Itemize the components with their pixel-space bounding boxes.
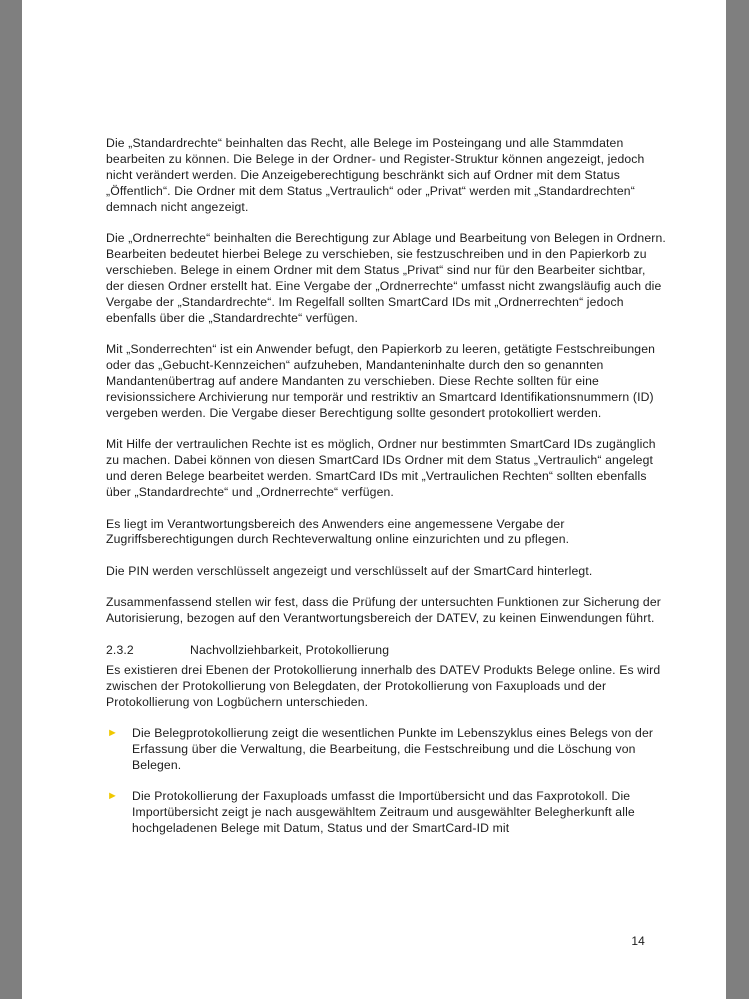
document-page <box>22 0 726 999</box>
paragraph-vertrauliche-rechte: Mit Hilfe der vertraulichen Rechte ist es möglich, Ordner nur bestimmten SmartCard IDs zugänglich zu machen. Dabei können von diesen SmartCard IDs Ordner mit dem Status „Vertraulich“ angelegt und deren Belege bearbeitet werden. SmartCard IDs mit „Vertraulichen Rechten“ sollten ebenfalls über „Standardrechte“ und „Ordnerrechte“ verfügen. <box>106 437 656 499</box>
section-number: 2.3.2 <box>106 642 134 657</box>
arrow-bullet-icon: ► <box>107 727 119 740</box>
paragraph-sonderrechte: Mit „Sonderrechten“ ist ein Anwender befugt, den Papierkorb zu leeren, getätigte Festschreibungen oder das „Gebucht-Kennzeichen“ aufzuheben, Mandanteninhalte durch den so genannten Mandantenübertrag auf andere Mandanten zu verschieben. Diese Rechte sollten für eine revisionssichere Archivierung nur temporär und restriktiv an Smartcard Identifikationsnummern (ID) vergeben werden. Die Vergabe dieser Berechtigung sollte gesondert protokolliert werden. <box>106 342 656 420</box>
page-content <box>106 136 666 853</box>
section-title: Nachvollziehbarkeit, Protokollierung <box>190 642 390 657</box>
list-item <box>106 726 666 774</box>
page-number: 14 <box>631 934 645 948</box>
paragraph-zusammenfassung: Zusammenfassend stellen wir fest, dass die Prüfung der untersuchten Funktionen zur Sicherung der Autorisierung, bezogen auf den Verantwortungsbereich der DATEV, zu keinen Einwendungen führt. <box>106 595 661 626</box>
paragraph-pin: Die PIN werden verschlüsselt angezeigt und verschlüsselt auf der SmartCard hinterlegt. <box>106 563 593 578</box>
list-item-text: Die Belegprotokollierung zeigt die wesentlichen Punkte im Lebenszyklus eines Belegs von der Erfassung über die Verwaltung, die Bearbeitung, die Festschreibung und die Löschung von Belegen. <box>132 726 654 772</box>
section-intro: Es existieren drei Ebenen der Protokollierung innerhalb des DATEV Produkts Belege online. Es wird zwischen der Protokollierung von Belegdaten, der Protokollierung von Faxuploads und der Protokollierung von Logbüchern unterschieden. <box>106 662 661 709</box>
list-item-text: Die Protokollierung der Faxuploads umfasst die Importübersicht und das Faxprotokoll. Die Importübersicht zeigt je nach ausgewähltem Zeitraum und ausgewählter Belegherkunft alle hochgeladenen Belege mit Datum, Status und der SmartCard-ID mit <box>132 789 635 836</box>
section-heading <box>106 643 666 659</box>
paragraph-ordnerrechte: Die „Ordnerrechte“ beinhalten die Berechtigung zur Ablage und Bearbeitung von Belegen in Ordnern. Bearbeiten bedeutet hierbei Belege zu verschieben, sie festzuschreiben und in den Papierkorb zu verschieben. Belege in einem Ordner mit dem Status „Privat“ sind nur für den Bearbeiter sichtbar, der diesen Ordner erstellt hat. Eine Vergabe der „Ordnerrechte“ umfasst nicht zwangsläufig auch die Vergabe der „Standardrechte“. Im Regelfall sollten SmartCard IDs mit „Ordnerrechten“ jedoch ebenfalls über die „Standardrechte“ verfügen. <box>106 231 666 325</box>
paragraph-standardrechte: Die „Standardrechte“ beinhalten das Recht, alle Belege im Posteingang und alle Stammdaten bearbeiten zu können. Die Belege in der Ordner- und Register-Struktur können angezeigt, jedoch nicht verändert werden. Die Anzeigeberechtigung beschränkt sich auf Ordner mit dem Status „Öffentlich“. Die Ordner mit dem Status „Vertraulich“ oder „Privat“ werden mit „Standardrechten“ demnach nicht angezeigt. <box>106 136 645 214</box>
arrow-bullet-icon: ► <box>107 790 119 803</box>
list-item <box>106 789 666 837</box>
paragraph-verantwortung: Es liegt im Verantwortungsbereich des Anwenders eine angemessene Vergabe der Zugriffsberechtigungen durch Rechteverwaltung online einzurichten und zu pflegen. <box>106 516 570 547</box>
bullet-list <box>106 726 666 837</box>
